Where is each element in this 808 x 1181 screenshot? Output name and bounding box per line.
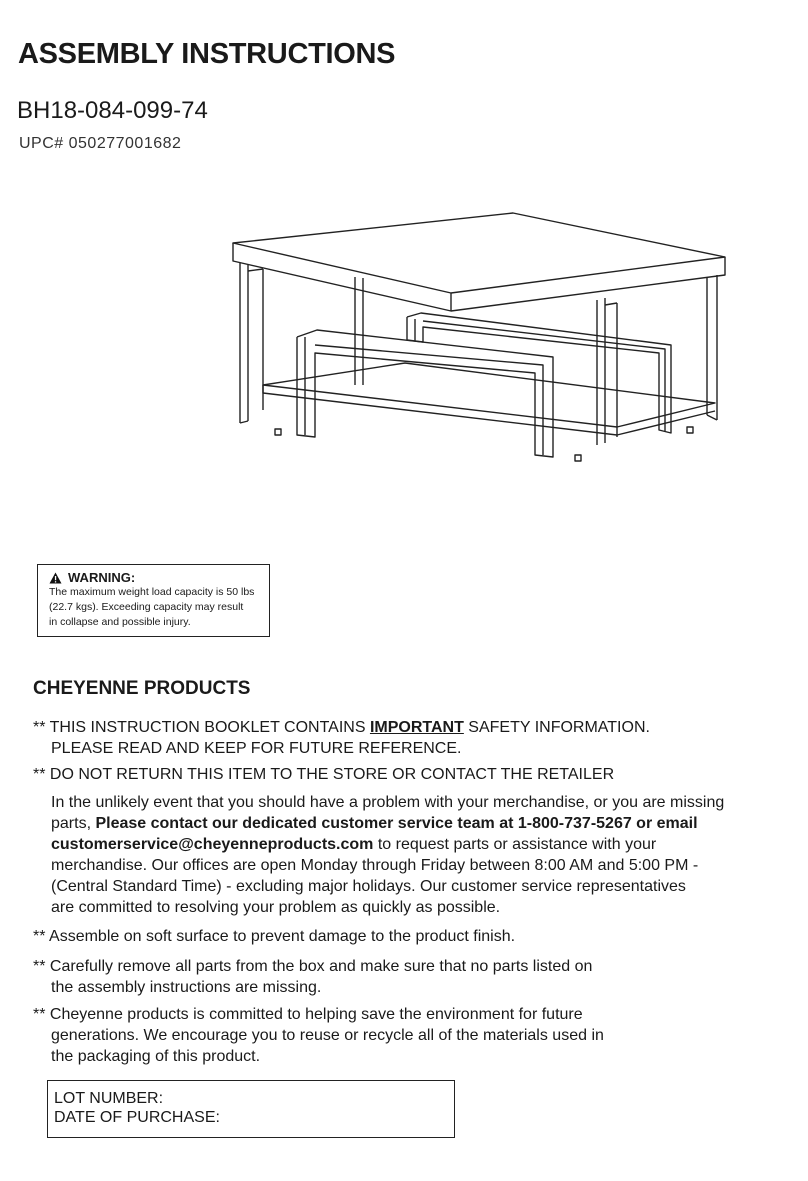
model-number: BH18-084-099-74 — [17, 97, 208, 124]
contact-paragraph-line: (Central Standard Time) - excluding major holidays. Our customer service representatives — [51, 878, 686, 895]
tabletop-edge — [233, 243, 725, 311]
note-important: ** THIS INSTRUCTION BOOKLET CONTAINS IMPORTANT SAFETY INFORMATION. — [33, 719, 650, 736]
warning-box — [37, 564, 270, 637]
note-remove-parts: ** Carefully remove all parts from the box and make sure that no parts listed on — [33, 958, 593, 975]
lower-shelf — [263, 363, 715, 427]
upc-code: UPC# 050277001682 — [19, 135, 182, 152]
contact-paragraph-line: customerservice@cheyenneproducts.com to request parts or assistance with your — [51, 836, 657, 853]
note-important-line2: PLEASE READ AND KEEP FOR FUTURE REFERENCE. — [51, 740, 462, 757]
note-environment: ** Cheyenne products is committed to helping save the environment for future — [33, 1006, 583, 1023]
warning-line: The maximum weight load capacity is 50 lbs — [49, 586, 255, 598]
contact-paragraph-line: merchandise. Our offices are open Monday through Friday between 8:00 AM and 5:00 PM - — [51, 857, 699, 874]
note-remove-parts-line2: the assembly instructions are missing. — [51, 979, 322, 996]
lot-info-box — [47, 1080, 455, 1138]
important-emphasis: IMPORTANT — [369, 719, 464, 736]
contact-paragraph-line: In the unlikely event that you should have a problem with your merchandise, or you are missing — [51, 794, 725, 811]
contact-paragraph-line: parts, Please contact our dedicated customer service team at 1-800-737-5267 or email — [51, 815, 698, 832]
warning-heading — [49, 570, 269, 585]
note-do-not-return: ** DO NOT RETURN THIS ITEM TO THE STORE OR CONTACT THE RETAILER — [33, 766, 615, 783]
warning-line: in collapse and possible injury. — [49, 616, 191, 628]
note-environment-line3: the packaging of this product. — [51, 1048, 261, 1065]
lot-number-label: LOT NUMBER: — [54, 1090, 164, 1107]
note-soft-surface: ** Assemble on soft surface to prevent damage to the product finish. — [33, 928, 516, 945]
tabletop-surface — [233, 213, 725, 293]
date-of-purchase-label: DATE OF PURCHASE: — [54, 1109, 220, 1126]
company-name: CHEYENNE PRODUCTS — [33, 678, 251, 699]
coffee-table-illustration — [225, 205, 735, 470]
warning-heading-text: WARNING: — [68, 570, 136, 585]
document-title: ASSEMBLY INSTRUCTIONS — [18, 38, 396, 70]
contact-paragraph-line: are committed to resolving your problem as quickly as possible. — [51, 899, 501, 916]
contact-email[interactable]: customerservice@cheyenneproducts.com — [51, 836, 374, 853]
warning-triangle-icon — [49, 572, 62, 584]
note-environment-line2: generations. We encourage you to reuse or recycle all of the materials used in — [51, 1027, 604, 1044]
contact-phone-text: Please contact our dedicated customer service team at 1-800-737-5267 or email — [95, 815, 698, 832]
warning-line: (22.7 kgs). Exceeding capacity may result — [49, 601, 244, 613]
